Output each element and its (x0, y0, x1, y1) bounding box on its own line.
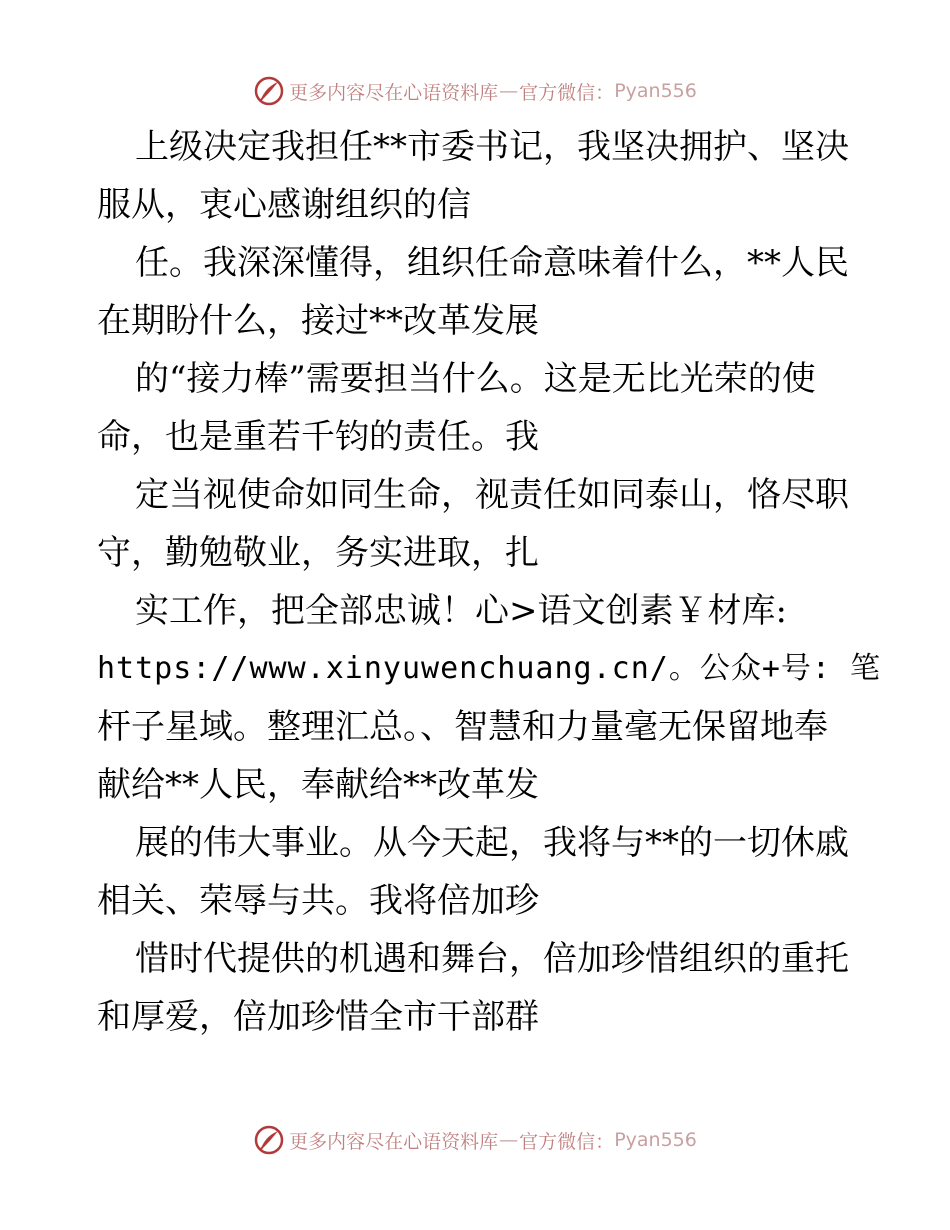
text-line: 惜时代提供的机遇和舞台，倍加珍惜组织的重托 (135, 939, 849, 979)
text-line: 服从，衷心感谢组织的信 (97, 185, 471, 225)
watermark-account: Pyan556 (614, 80, 697, 102)
watermark-text: 更多内容尽在心语资料库 (289, 81, 499, 104)
text-line: 守，勤勉敬业，务实进取，扎 (97, 533, 539, 573)
watermark-separator: — (499, 1129, 519, 1151)
text-line: 定当视使命如同生命，视责任如同泰山，恪尽职 (135, 475, 849, 515)
text-line-url: https://www.xinyuwenchuang.cn/。公众+号: 笔 (97, 651, 882, 686)
text-line: 上级决定我担任**市委书记，我坚决拥护、坚决 (135, 127, 849, 167)
watermark-text: 更多内容尽在心语资料库 (289, 1130, 499, 1153)
text-line: 展的伟大事业。从今天起，我将与**的一切休戚 (135, 823, 849, 863)
text-line: 命，也是重若千钧的责任。我 (97, 417, 539, 457)
document-body (97, 118, 882, 1046)
footer-watermark (0, 1120, 950, 1160)
text-line: 献给**人民，奉献给**改革发 (97, 765, 539, 805)
quill-logo-icon (253, 75, 285, 107)
watermark-account: Pyan556 (614, 1129, 697, 1151)
text-line: 杆子星域。整理汇总。、智慧和力量毫无保留地奉 (97, 707, 828, 747)
text-line: 和厚爱，倍加珍惜全市干部群 (97, 997, 539, 1037)
text-line: 实工作，把全部忠诚！心>语文创素￥材库: (135, 591, 787, 631)
text-line: 的“接力棒”需要担当什么。这是无比光荣的使 (135, 359, 816, 399)
text-line: 在期盼什么，接过**改革发展 (97, 301, 539, 341)
text-line: 任。我深深懂得，组织任命意味着什么，**人民 (135, 243, 849, 283)
watermark-contact-label: 官方微信： (519, 81, 615, 104)
text-line: 相关、荣辱与共。我将倍加珍 (97, 881, 539, 921)
quill-logo-icon (253, 1124, 285, 1156)
watermark-contact-label: 官方微信： (519, 1130, 615, 1153)
header-watermark (0, 71, 950, 111)
watermark-separator: — (499, 80, 519, 102)
